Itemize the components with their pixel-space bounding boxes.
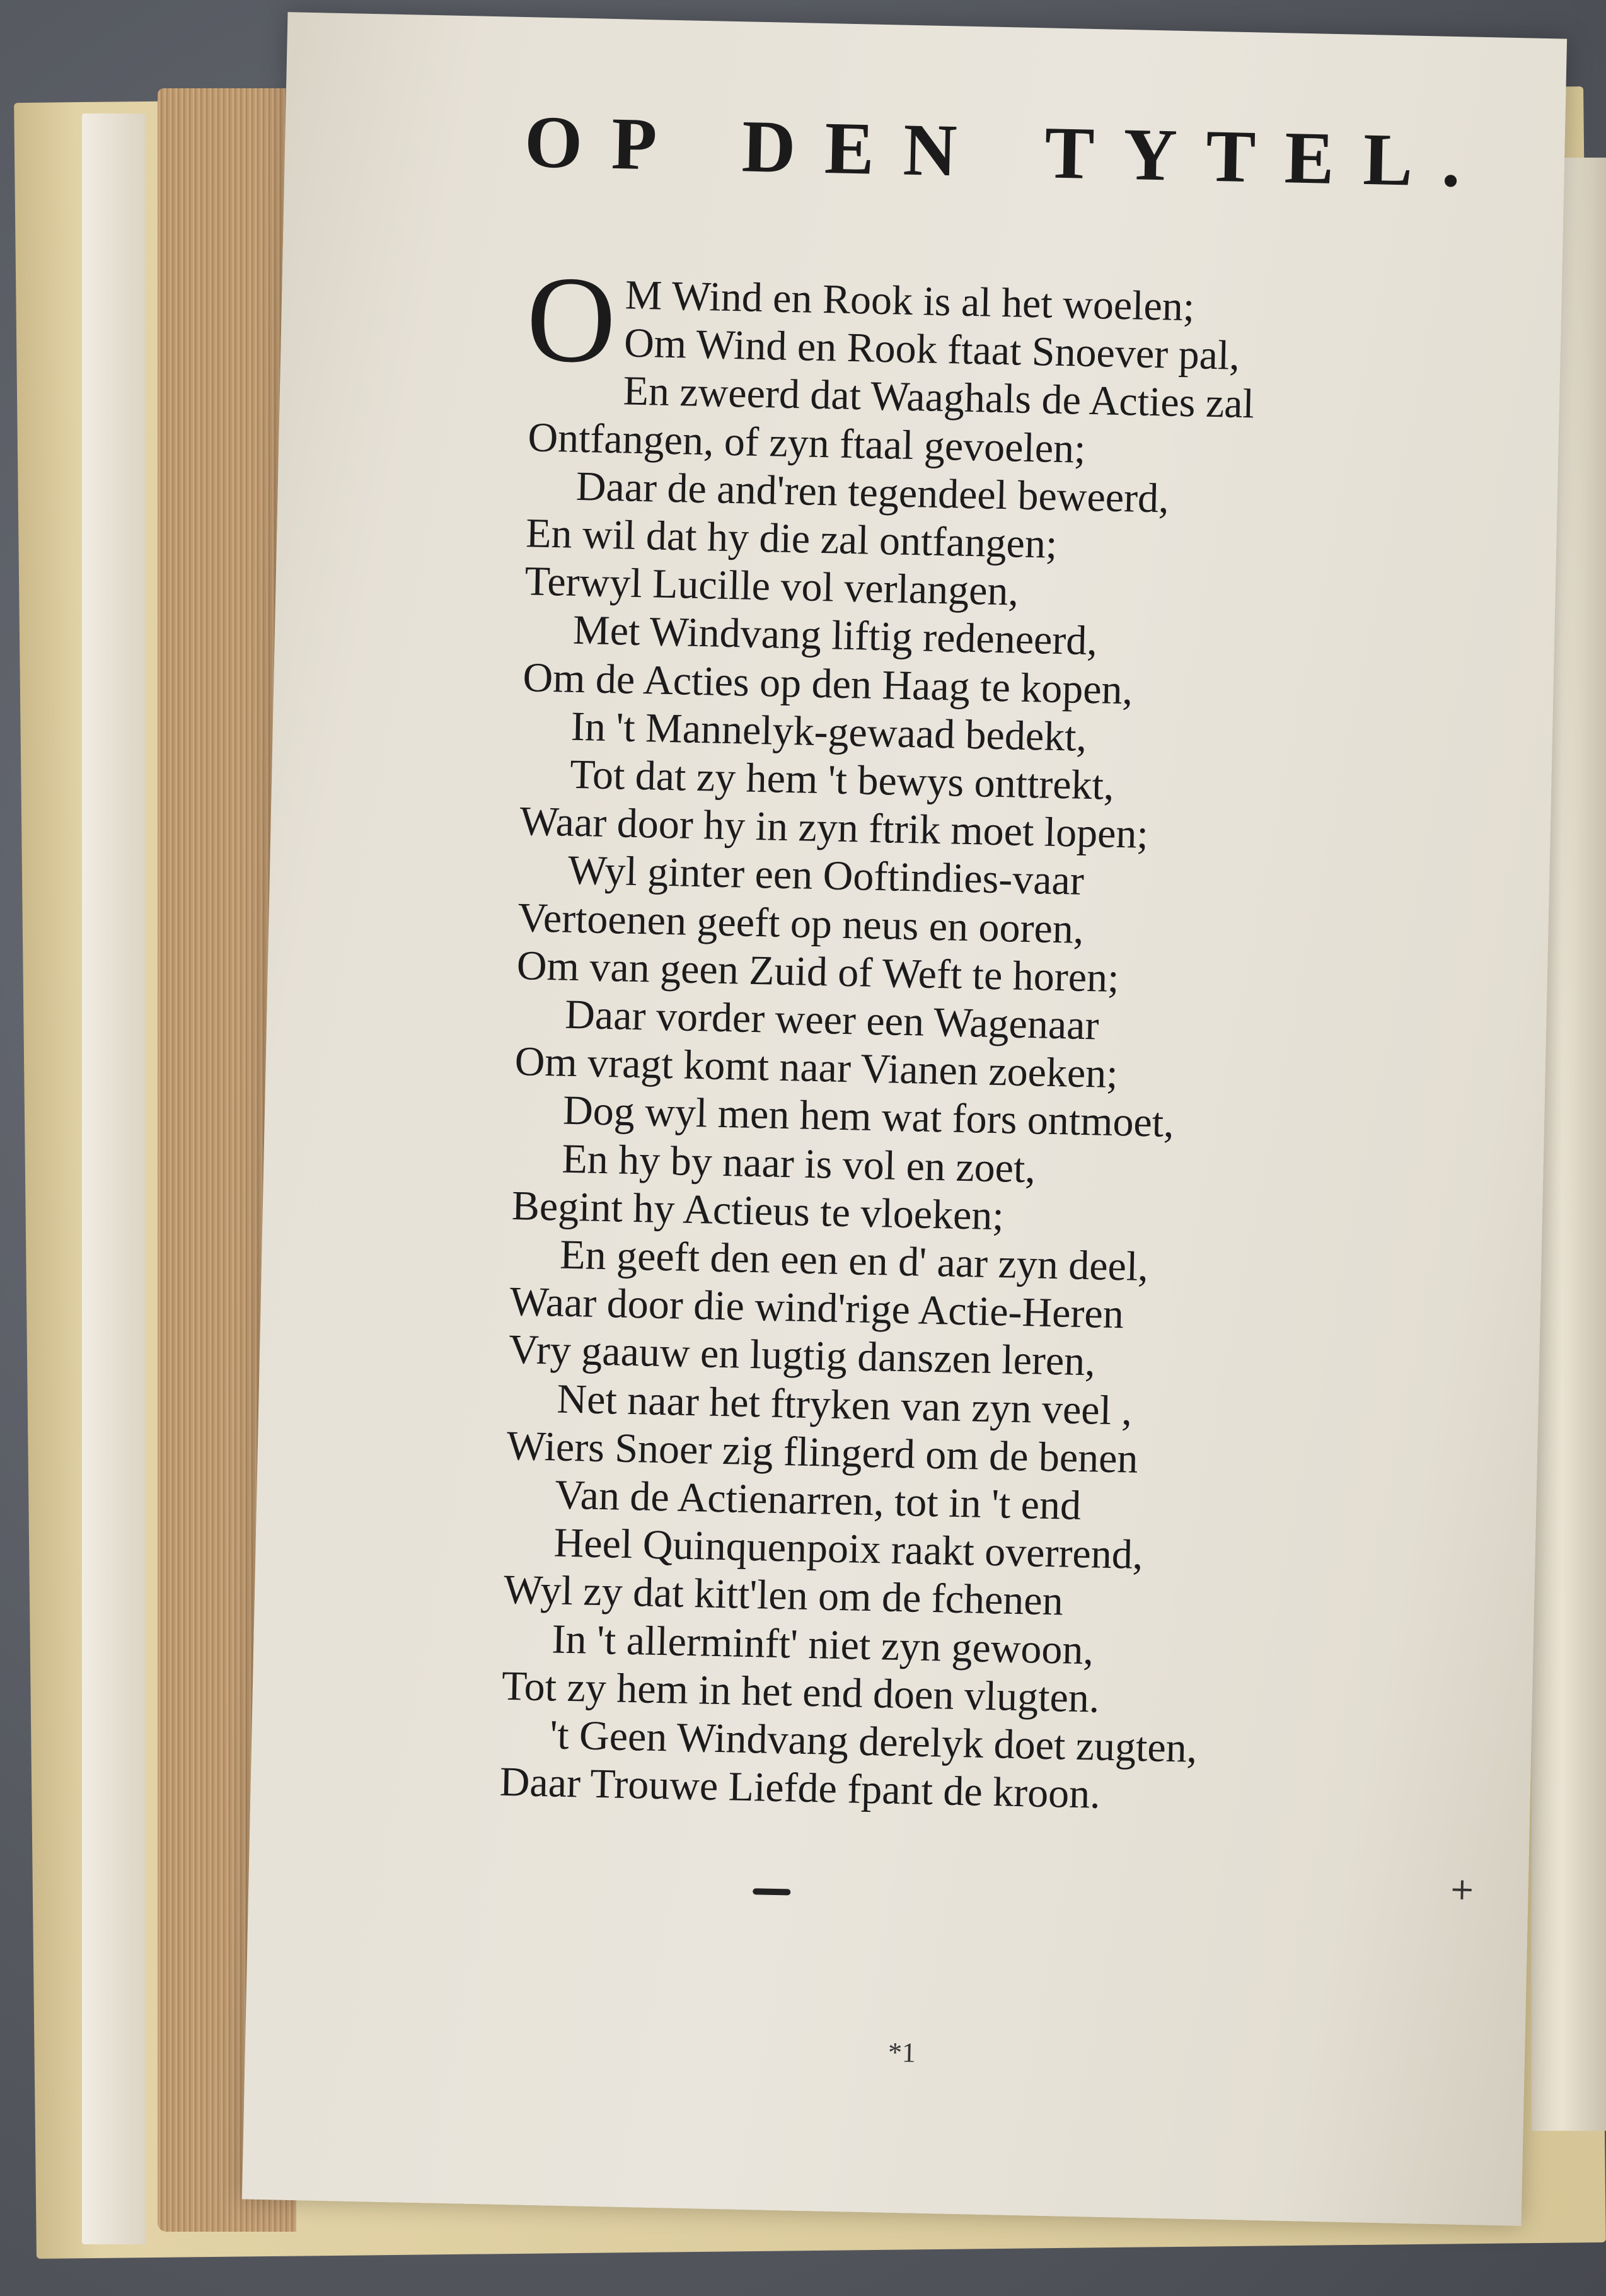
poem-line: Ontfangen, of zyn ftaal gevoelen; <box>527 414 1087 472</box>
poem-line: Wiers Snoer zig flingerd om de benen <box>506 1422 1139 1482</box>
poem-line: En wil dat hy die zal ontfangen; <box>525 510 1058 567</box>
page-heading <box>524 99 1503 205</box>
poem-line: Om de Acties op den Haag te kopen, <box>522 654 1133 714</box>
poem-line: Vry gaauw en lugtig danszen leren, <box>508 1326 1096 1385</box>
poem-line: Net naar het ftryken van zyn veel , <box>556 1376 1133 1434</box>
poem-line: 't Geen Windvang derelyk doet zugten, <box>549 1712 1198 1772</box>
poem-lines <box>499 317 1507 1826</box>
poem-line: Om van geen Zuid of Weft te horen; <box>516 942 1120 1001</box>
poem-line: Van de Actienarren, tot in 't end <box>554 1471 1082 1529</box>
first-line-text: M Wind en Rook is al het woelen; <box>625 272 1195 330</box>
poem-line: Vertoenen geeft op neus en ooren, <box>517 894 1085 953</box>
poem-line: Tot zy hem in het end doen vlugten. <box>501 1662 1101 1722</box>
loose-pages <box>82 113 145 2244</box>
poem-line: Daar vorder weer een Wagenaar <box>564 991 1100 1049</box>
heading-text: OP DEN TYTEL. <box>523 100 1491 204</box>
poem-line: Wyl ginter een Ooftindies-vaar <box>567 847 1085 905</box>
book-page <box>242 12 1567 2226</box>
poem-line: Wyl zy dat kitt'len om de fchenen <box>503 1567 1064 1625</box>
poem-line: En zweerd dat Waaghals de Acties zal <box>622 368 1255 427</box>
signature-mark: *1 <box>887 2036 916 2068</box>
ornament-dash <box>753 1888 790 1895</box>
poem-line: Om vragt komt naar Vianen zoeken; <box>514 1038 1119 1098</box>
margin-mark: + <box>1449 1871 1476 1908</box>
poem-line: Met Windvang liftig redeneerd, <box>572 607 1098 664</box>
poem-line: En hy by naar is vol en zoet, <box>561 1135 1036 1192</box>
poem-line: Begint hy Actieus te vloeken; <box>511 1182 1005 1239</box>
poem-line: Om Wind en Rook ftaat Snoever pal, <box>623 320 1240 380</box>
poem-line: Dog wyl men hem wat fors ontmoet, <box>562 1087 1175 1147</box>
poem-line: In 't allerminft' niet zyn gewoon, <box>551 1616 1094 1674</box>
poem-line: Terwyl Lucille vol verlangen, <box>524 558 1019 615</box>
poem-line: Daar Trouwe Liefde fpant de kroon. <box>499 1759 1101 1818</box>
poem-line: En geeft den een en d' aar zyn deel, <box>559 1231 1149 1290</box>
poem-body <box>499 250 1508 1826</box>
drop-cap: O <box>525 250 618 390</box>
poem-line: Tot dat zy hem 't bewys onttrekt, <box>569 751 1115 809</box>
poem-line: Daar de and'ren tegendeel beweerd, <box>575 463 1170 522</box>
poem-line: Heel Quinquenpoix raakt overrend, <box>553 1519 1144 1579</box>
poem-line: Waar door hy in zyn ftrik moet lopen; <box>519 798 1149 858</box>
poem-line: In 't Mannelyk-gewaad bedekt, <box>570 703 1087 760</box>
poem-line: Waar door die wind'rige Actie-Heren <box>509 1278 1124 1338</box>
